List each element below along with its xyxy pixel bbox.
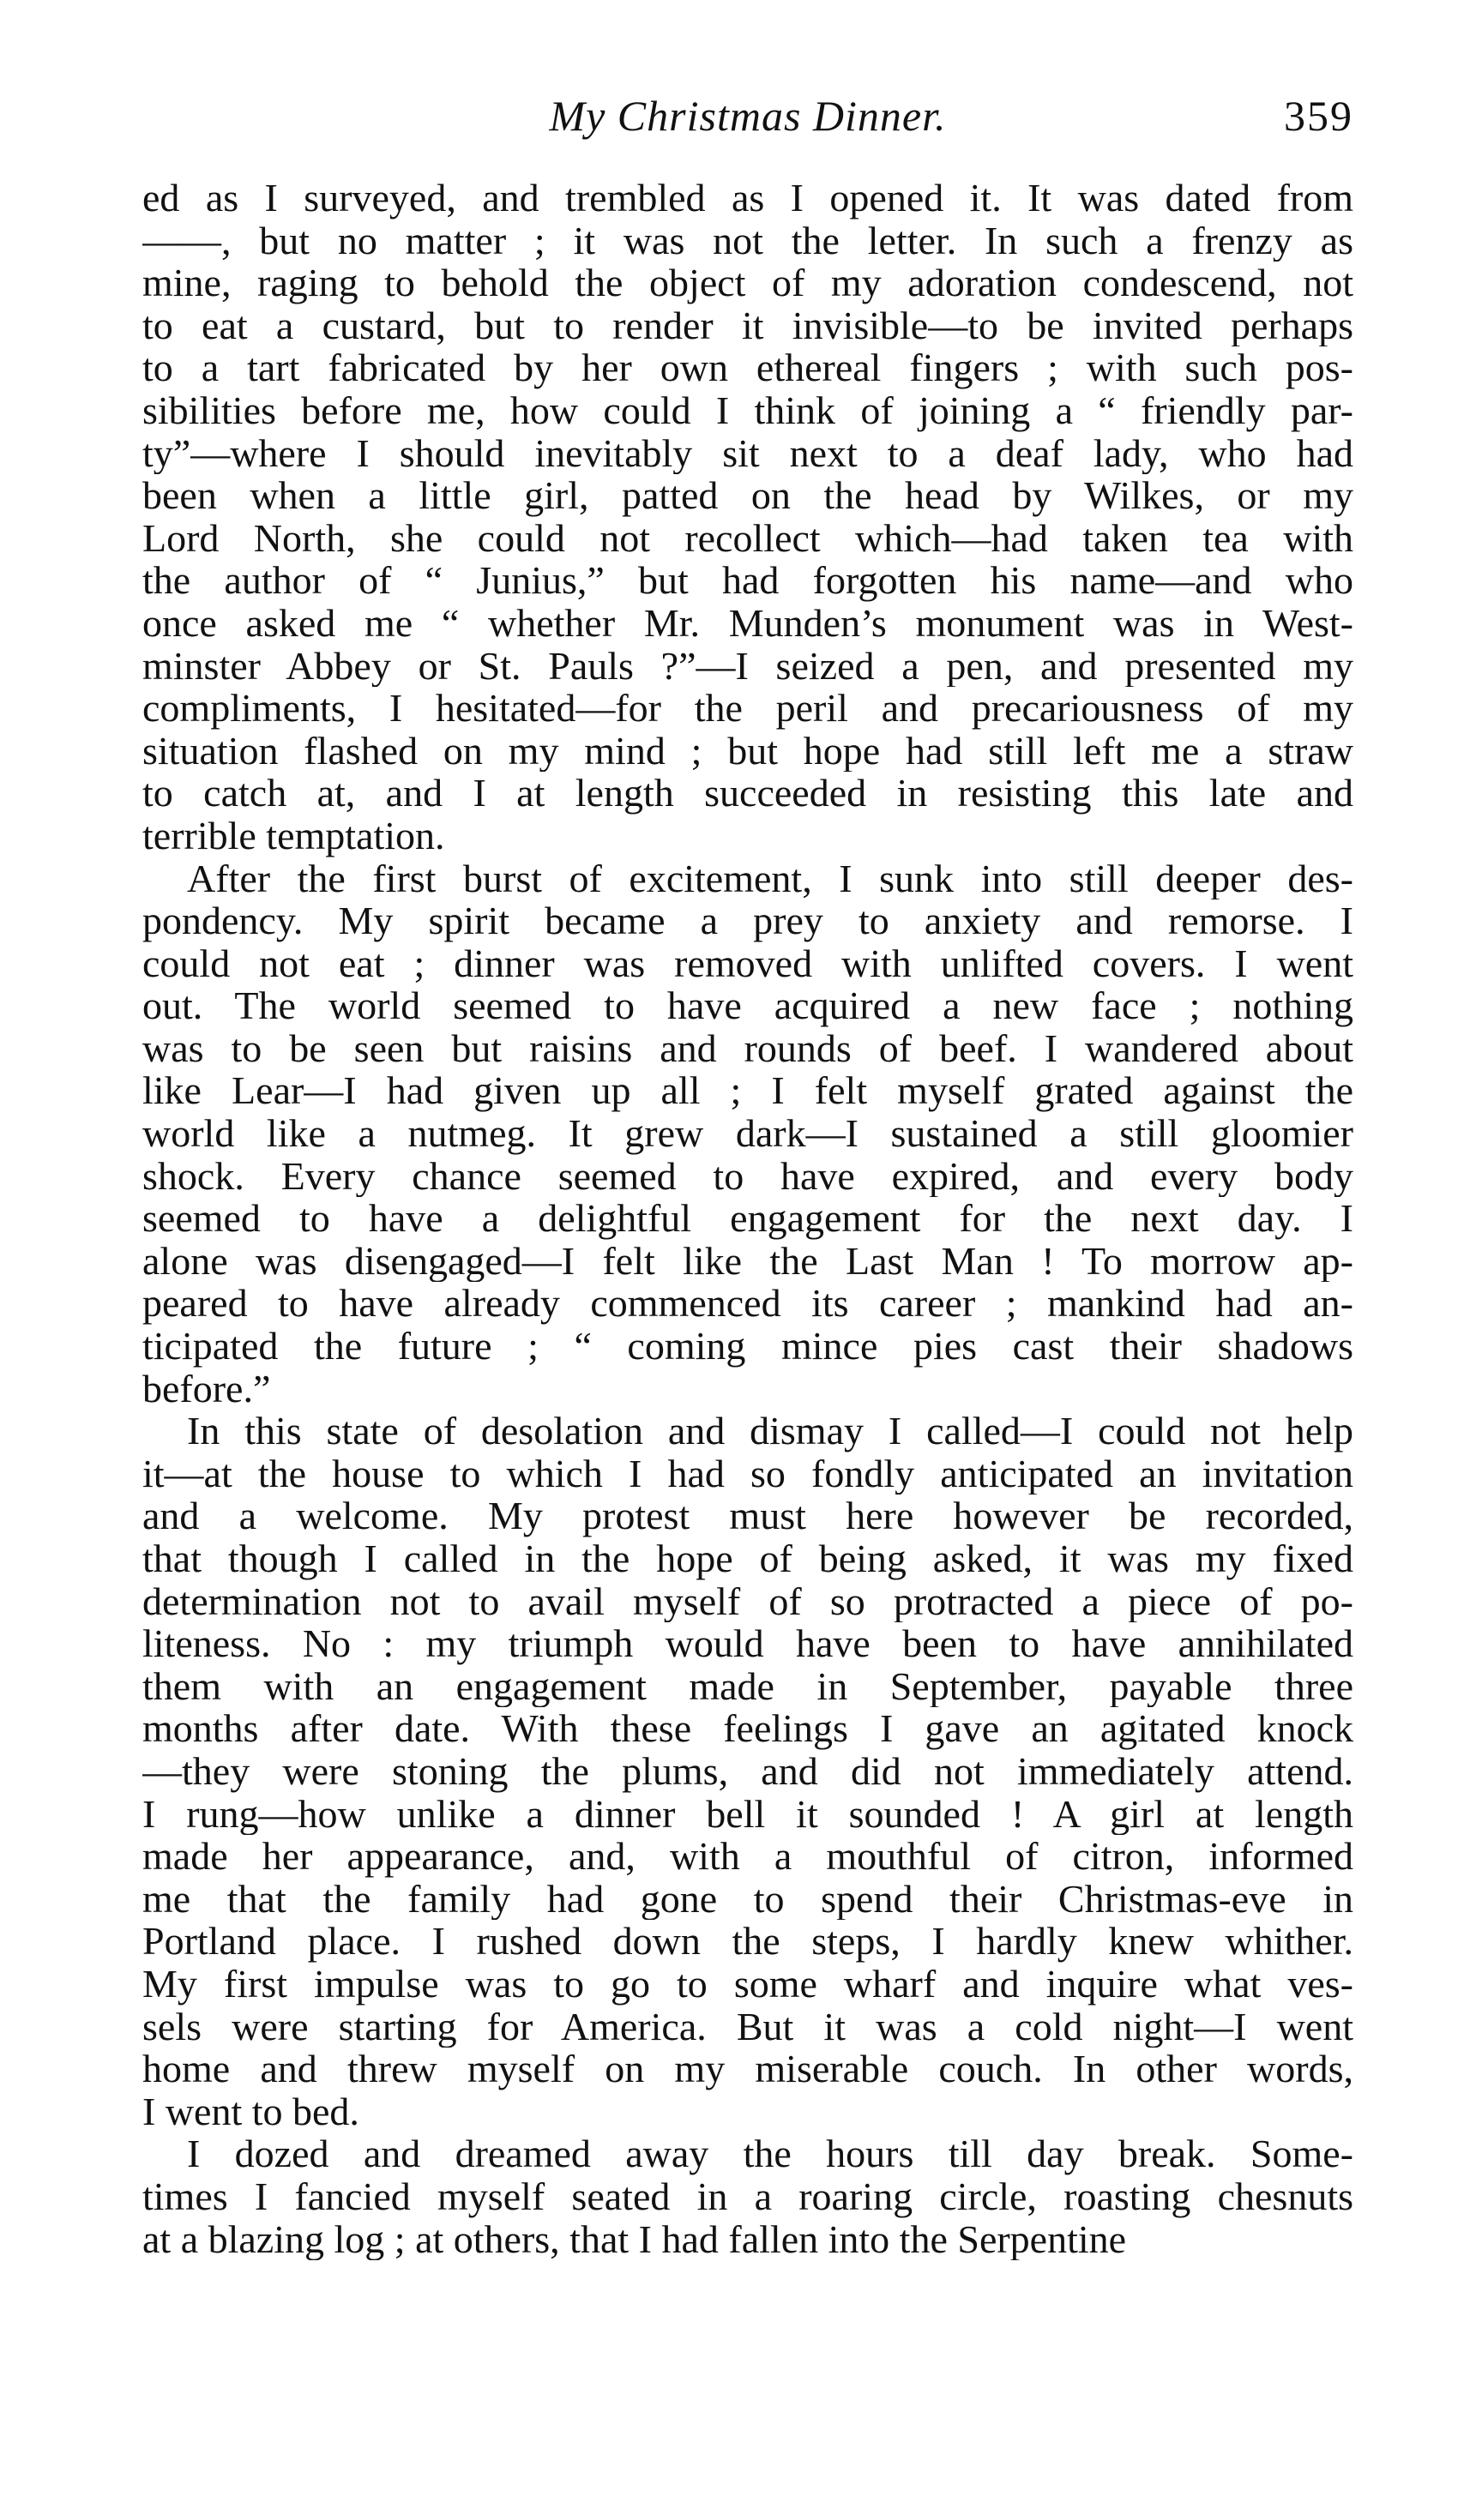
- text-line: at a blazing log ; at others, that I had fallen into the Serpentine: [142, 2217, 1127, 2261]
- text-line: made her appearance, and, with a mouthful of citron, informed: [142, 1835, 1353, 1878]
- text-line: seemed to have a delightful engagement for the next day. I: [142, 1197, 1353, 1240]
- text-line: once asked me “ whether Mr. Munden’s monument was in West-: [142, 601, 1353, 645]
- text-line: ticipated the future ; “ coming mince pies cast their shadows: [142, 1325, 1353, 1368]
- paragraph: [142, 2132, 1353, 2260]
- text-line: alone was disengaged—I felt like the Last Man ! To morrow ap-: [142, 1239, 1353, 1283]
- text-line: compliments, I hesitated—for the peril and precariousness of my: [142, 687, 1353, 730]
- text-line: determination not to avail myself of so protracted a piece of po-: [142, 1579, 1353, 1623]
- text-line: it—at the house to which I had so fondly anticipated an invitation: [142, 1452, 1353, 1495]
- text-line: minster Abbey or St. Pauls ?”—I seized a pen, and presented my: [142, 644, 1353, 688]
- text-line: situation flashed on my mind ; but hope had still left me a straw: [142, 729, 1353, 773]
- text-line: ——, but no matter ; it was not the letter. In such a frenzy as: [142, 219, 1353, 262]
- text-line: ty”—where I should inevitably sit next to a deaf lady, who had: [142, 431, 1353, 475]
- text-line: In this state of desolation and dismay I called—I could not help: [187, 1410, 1353, 1452]
- text-line: been when a little girl, patted on the head by Wilkes, or my: [142, 474, 1353, 517]
- text-line: could not eat ; dinner was removed with unlifted covers. I went: [142, 941, 1353, 985]
- text-line: to catch at, and I at length succeeded in resisting this late and: [142, 772, 1353, 815]
- text-line: that though I called in the hope of being asked, it was my fixed: [142, 1537, 1353, 1580]
- text-line: My first impulse was to go to some wharf and inquire what ves-: [142, 1962, 1353, 2006]
- page-number: 359: [1284, 92, 1353, 140]
- text-line: peared to have already commenced its career ; mankind had an-: [142, 1282, 1353, 1326]
- text-line: months after date. With these feelings I gave an agitated knock: [142, 1707, 1353, 1750]
- text-line: to eat a custard, but to render it invisible—to be invited perhaps: [142, 304, 1353, 347]
- text-line: sels were starting for America. But it was a cold night—I went: [142, 2005, 1353, 2048]
- text-line: I went to bed.: [142, 2090, 359, 2133]
- text-line: terrible temptation.: [142, 814, 445, 857]
- text-line: them with an engagement made in September, payable three: [142, 1664, 1353, 1708]
- text-line: me that the family had gone to spend their Christmas-eve in: [142, 1877, 1353, 1921]
- text-line: After the first burst of excitement, I sunk into still deeper des-: [187, 857, 1353, 900]
- text-line: pondency. My spirit became a prey to anxiety and remorse. I: [142, 899, 1353, 942]
- text-line: sibilities before me, how could I think of joining a “ friendly par-: [142, 388, 1353, 432]
- running-title: My Christmas Dinner.: [549, 92, 947, 140]
- text-line: I dozed and dreamed away the hours till day break. Some-: [187, 2132, 1353, 2175]
- text-line: Lord North, she could not recollect which—had taken tea with: [142, 516, 1353, 560]
- text-line: the author of “ Junius,” but had forgotten his name—and who: [142, 559, 1353, 602]
- text-line: shock. Every chance seemed to have expired, and every body: [142, 1154, 1353, 1198]
- text-line: liteness. No : my triumph would have been to have annihilated: [142, 1622, 1353, 1665]
- text-line: and a welcome. My protest must here however be recorded,: [142, 1495, 1353, 1537]
- text-line: out. The world seemed to have acquired a new face ; nothing: [142, 984, 1353, 1027]
- paragraph: [142, 177, 1353, 857]
- paragraph: [142, 1410, 1353, 2132]
- text-line: like Lear—I had given up all ; I felt myself grated against the: [142, 1069, 1353, 1113]
- text-line: to a tart fabricated by her own ethereal fingers ; with such pos-: [142, 346, 1353, 389]
- body-text: [142, 177, 1353, 2260]
- text-line: world like a nutmeg. It grew dark—I sustained a still gloomier: [142, 1112, 1353, 1155]
- text-line: I rung—how unlike a dinner bell it sounded ! A girl at length: [142, 1792, 1353, 1836]
- text-line: was to be seen but raisins and rounds of beef. I wandered about: [142, 1026, 1353, 1070]
- text-line: ed as I surveyed, and trembled as I opened it. It was dated from: [142, 177, 1353, 220]
- running-head: [142, 86, 1353, 146]
- text-line: home and threw myself on my miserable couch. In other words,: [142, 2048, 1353, 2090]
- text-line: mine, raging to behold the object of my adoration condescend, not: [142, 262, 1353, 304]
- text-line: Portland place. I rushed down the steps, I hardly knew whither.: [142, 1920, 1353, 1963]
- text-line: before.”: [142, 1367, 271, 1410]
- paragraph: [142, 857, 1353, 1410]
- text-line: —they were stoning the plums, and did not immediately attend.: [142, 1749, 1353, 1793]
- text-line: times I fancied myself seated in a roaring circle, roasting chesnuts: [142, 2174, 1353, 2218]
